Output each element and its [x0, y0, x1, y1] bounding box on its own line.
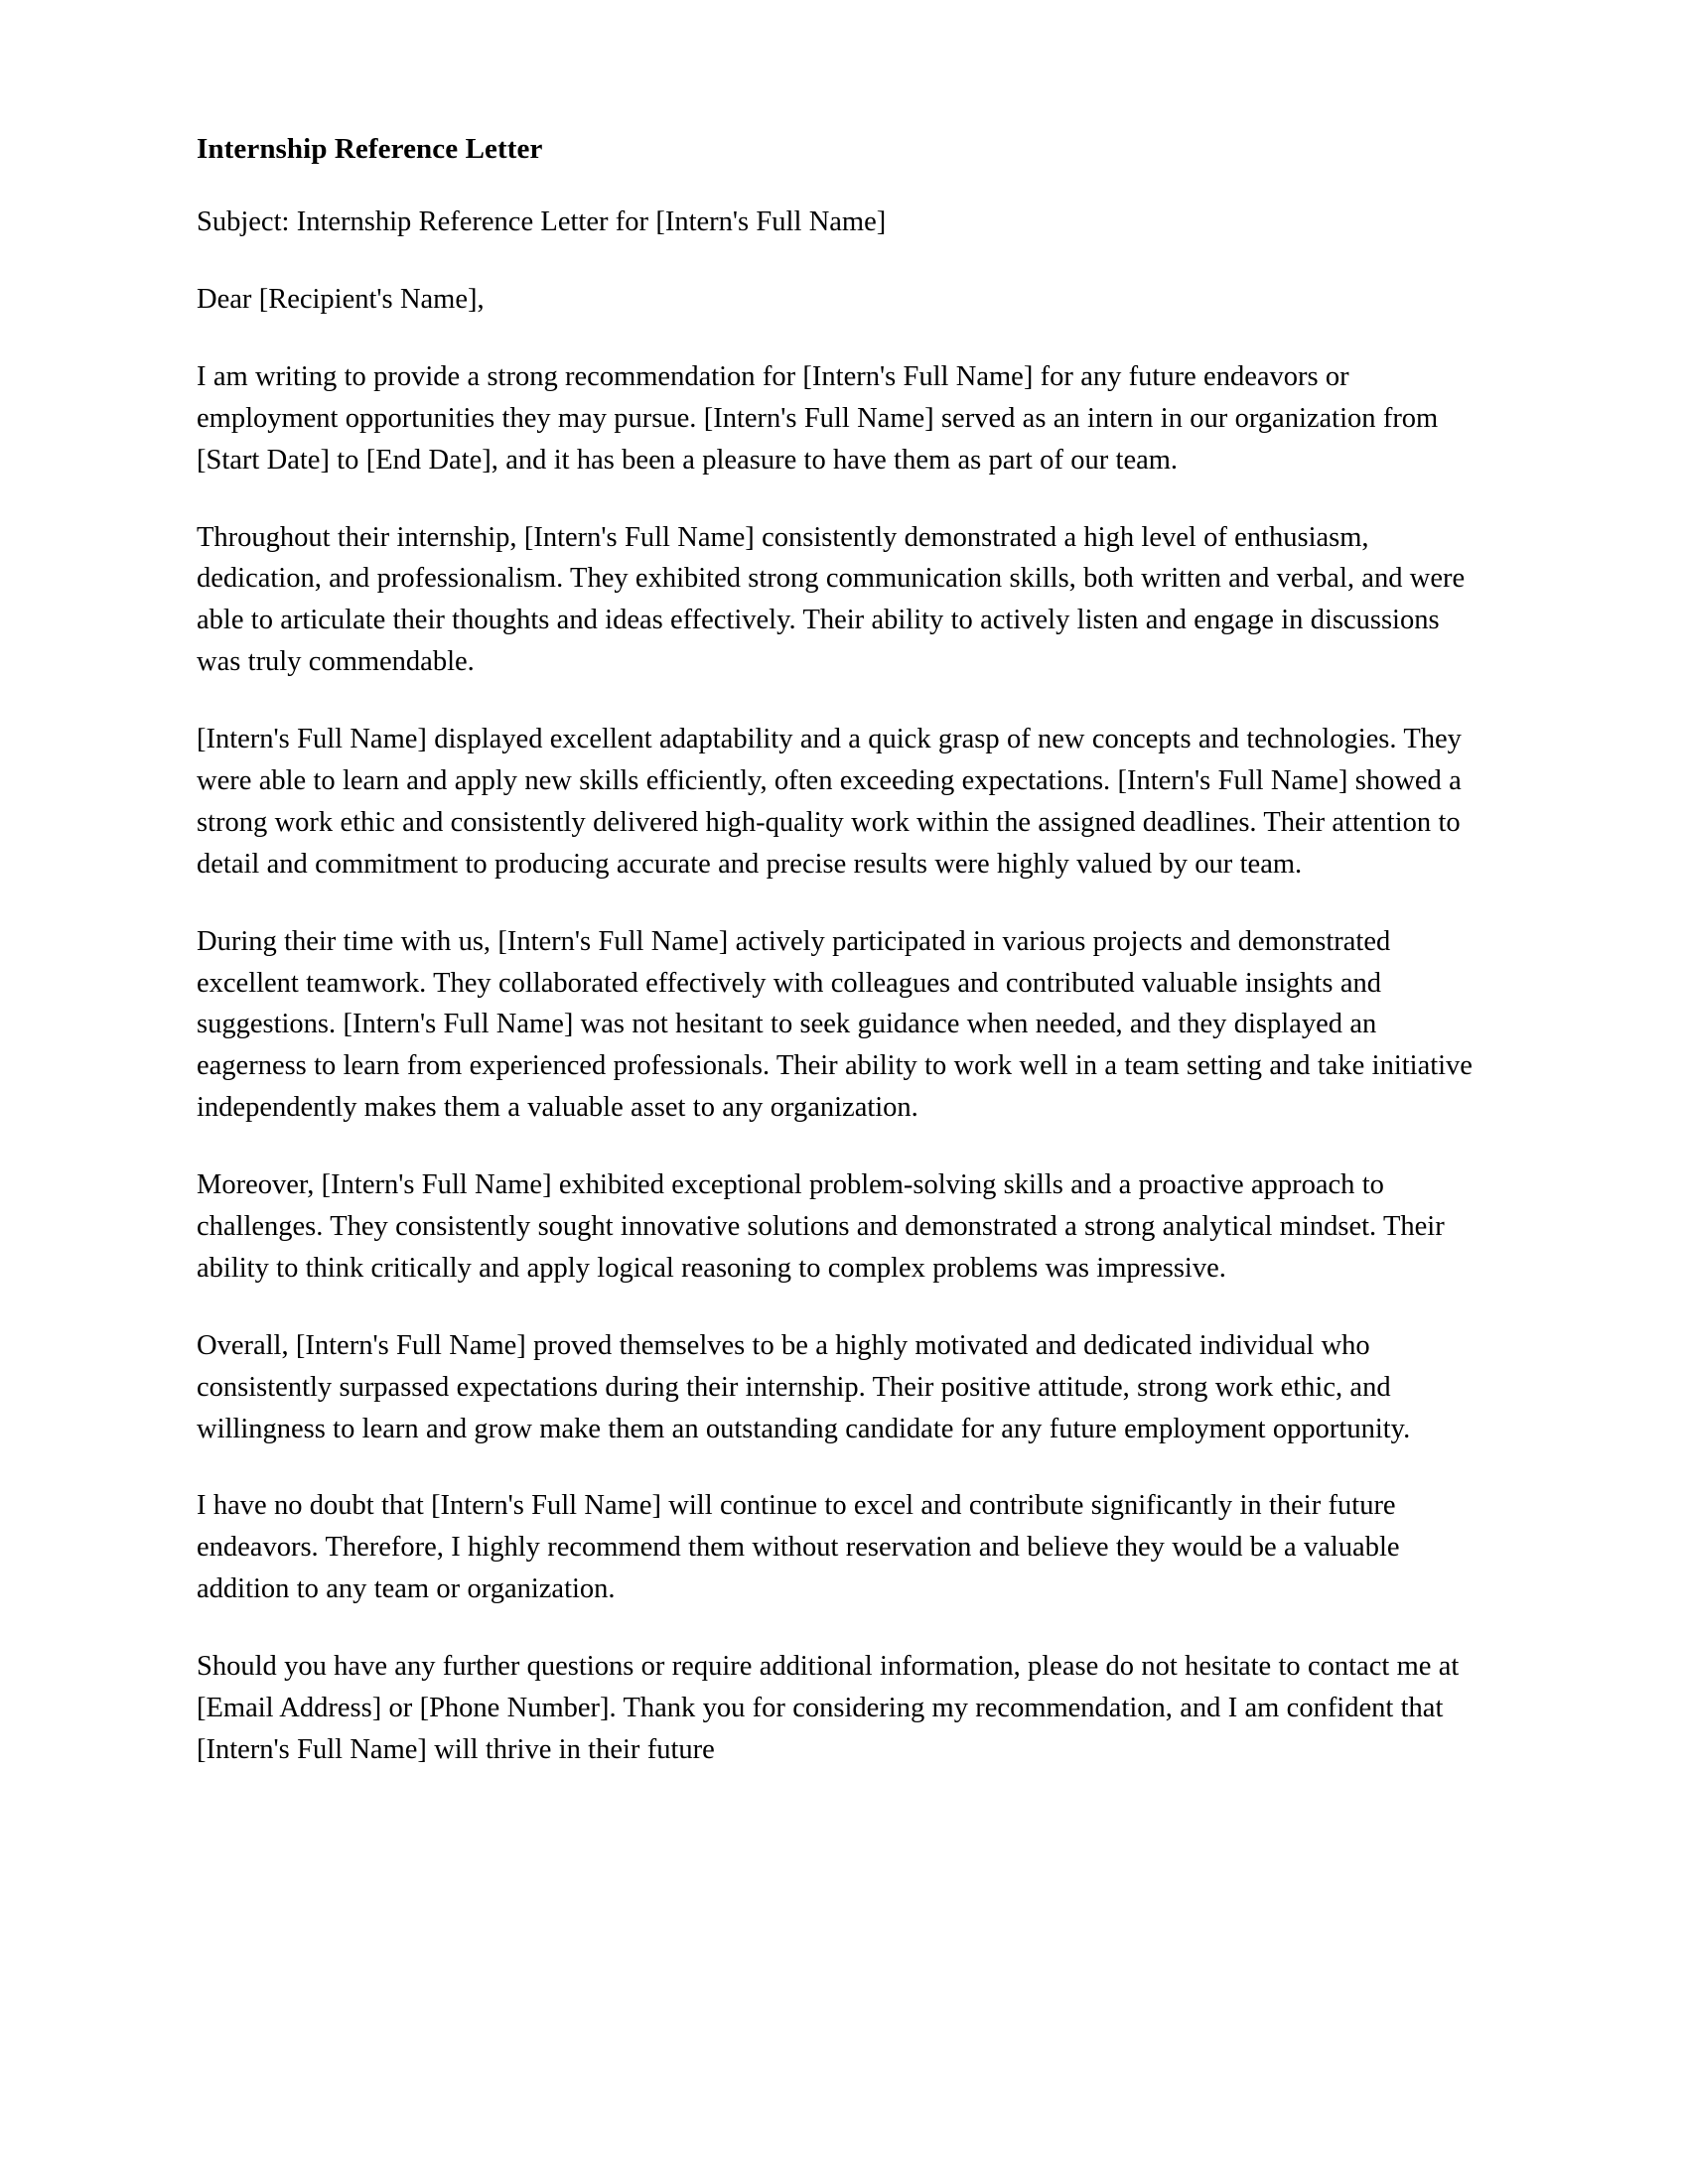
body-paragraph: [Intern's Full Name] displayed excellent adaptability and a quick grasp of new concepts and technologies. They were able to learn and apply new skills efficiently, often exceeding expectations. [Intern's Full Name] showed a strong work ethic and consistently delivered high-quality work within the assigned deadlines. Their attention to detail and commitment to producing accurate and precise results were highly valued by our team.: [197, 724, 1462, 880]
letter-body: [197, 131, 1482, 1771]
body-paragraph-truncated: Should you have any further questions or require additional information, please do not hesitate to contact me at [Email Address] or [Phone Number]. Thank you for considering my recommendation, and I am confident that [Intern's Full Name] will thrive in their future: [197, 1651, 1460, 1765]
subject-line: Subject: Internship Reference Letter for [Intern's Full Name]: [197, 206, 887, 238]
body-paragraph: During their time with us, [Intern's Full Name] actively participated in various projects and demonstrated excellent teamwork. They collaborated effectively with colleagues and contributed valuable insights and suggestions. [Intern's Full Name] was not hesitant to seek guidance when needed, and they displayed an eagerness to learn from experienced professionals. Their ability to work well in a team setting and take initiative independently makes them a valuable asset to any organization.: [197, 925, 1473, 1124]
body-paragraph: Throughout their internship, [Intern's Full Name] consistently demonstrated a high level of enthusiasm, dedication, and professionalism. They exhibited strong communication skills, both written and verbal, and were able to articulate their thoughts and ideas effectively. Their ability to actively listen and engage in discussions was truly commendable.: [197, 521, 1466, 678]
body-paragraph: I have no doubt that [Intern's Full Name] will continue to excel and contribute significantly in their future endeavors. Therefore, I highly recommend them without reservation and believe they would be a valuable addition to any team or organization.: [197, 1490, 1400, 1605]
body-paragraph: I am writing to provide a strong recommendation for [Intern's Full Name] for any future endeavors or employment opportunities they may pursue. [Intern's Full Name] served as an intern in our organization from [Start Date] to [End Date], and it has been a pleasure to have them as part of our team.: [197, 360, 1439, 476]
body-paragraph: Moreover, [Intern's Full Name] exhibited exceptional problem-solving skills and a proactive approach to challenges. They consistently sought innovative solutions and demonstrated a strong analytical mindset. Their ability to think critically and apply logical reasoning to complex problems was impressive.: [197, 1169, 1445, 1284]
salutation: Dear [Recipient's Name],: [197, 284, 485, 315]
body-paragraph: Overall, [Intern's Full Name] proved themselves to be a highly motivated and dedicated individual who consistently surpassed expectations during their internship. Their positive attitude, strong work ethic, and willingness to learn and grow make them an outstanding candidate for any future employment opportunity.: [197, 1329, 1411, 1444]
page-title: Internship Reference Letter: [197, 133, 543, 165]
